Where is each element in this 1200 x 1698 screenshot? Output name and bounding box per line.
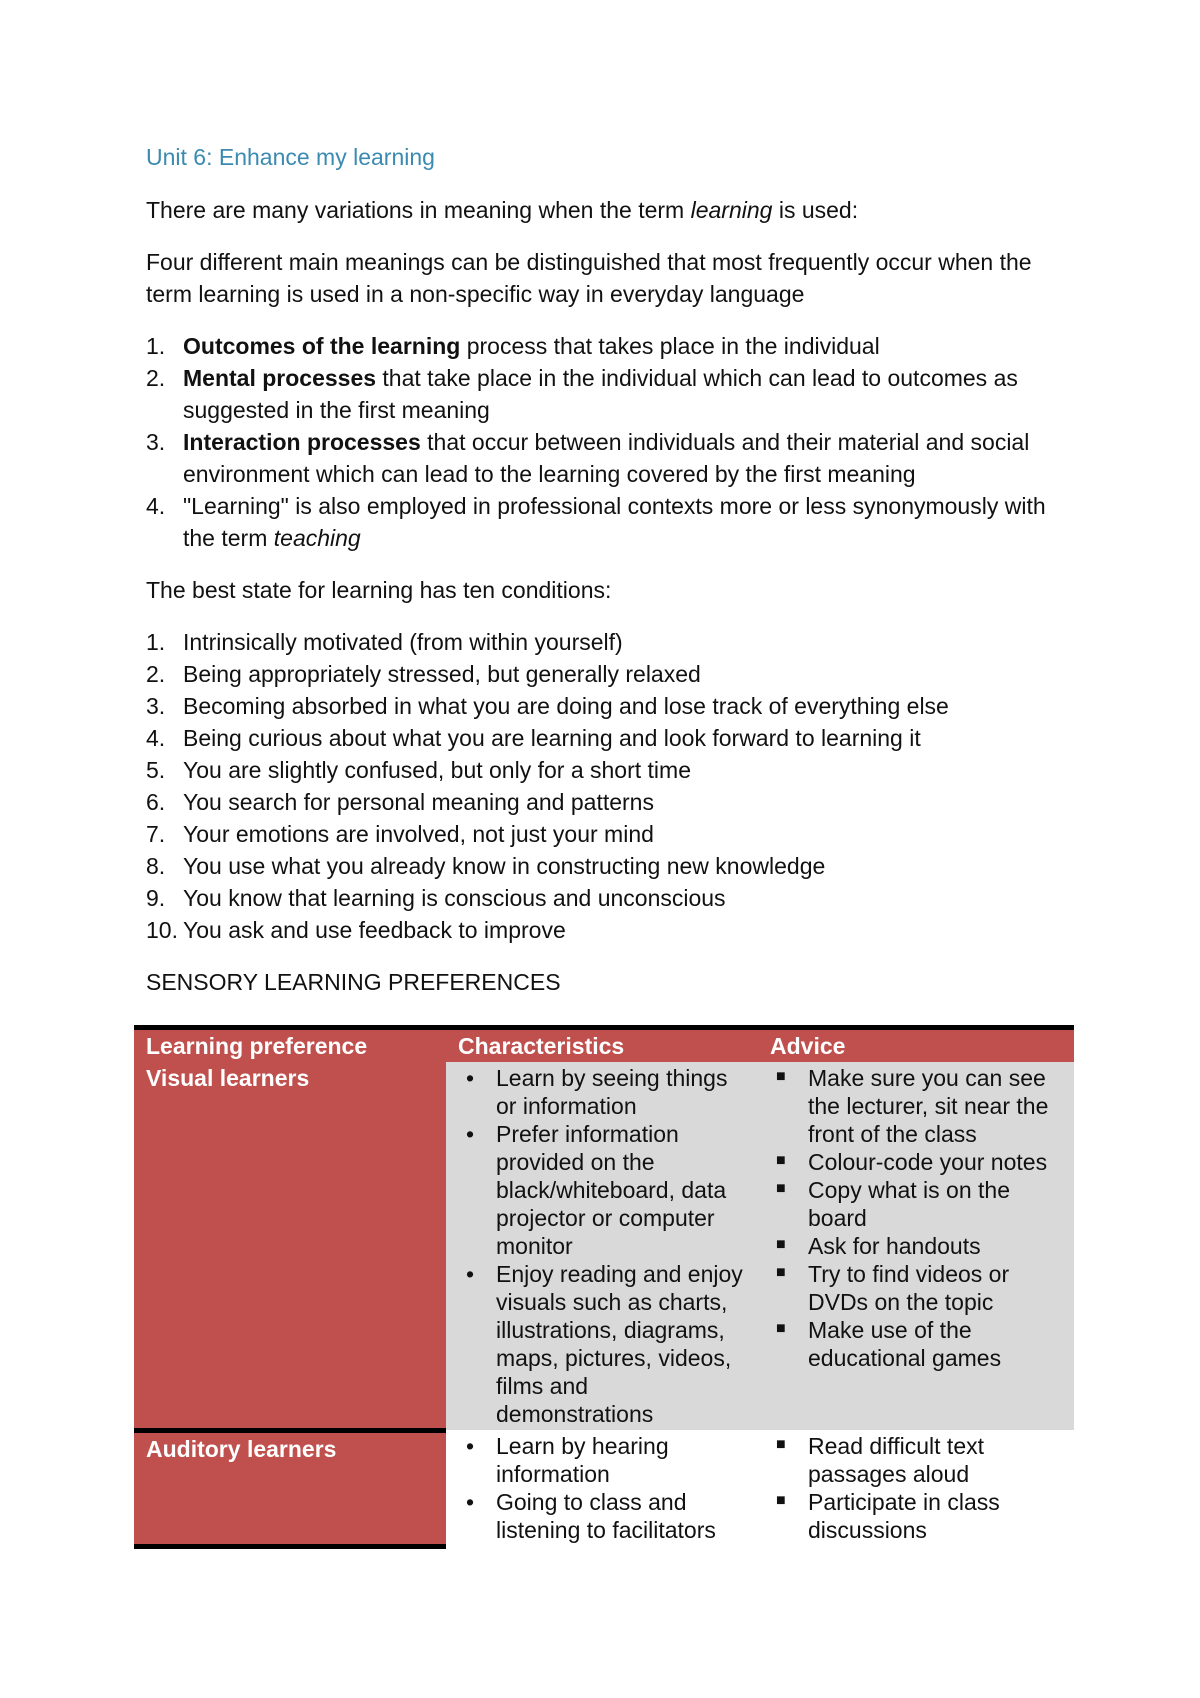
list-text: Learn by hearing information [496, 1433, 669, 1487]
intro-paragraph [146, 194, 1076, 226]
list-item [770, 1064, 1064, 1148]
list-item [146, 426, 1076, 490]
square-bullet-icon: ■ [776, 1152, 786, 1169]
list-item [770, 1148, 1064, 1176]
bullet-icon: • [466, 1261, 475, 1287]
list-number: 2. [146, 661, 166, 687]
list-item [458, 1064, 748, 1120]
bullet-icon: • [466, 1433, 475, 1459]
list-number: 4. [146, 725, 166, 751]
list-text: Going to class and listening to facilitators [496, 1489, 716, 1543]
list-text: process that takes place in the individual [460, 333, 880, 359]
square-bullet-icon: ■ [776, 1436, 786, 1453]
list-item [146, 722, 1076, 754]
list-text: that occur between individuals and their material and social environment which can lead to the learning covered by the first meaning [183, 429, 1030, 487]
header-characteristics: Characteristics [446, 1028, 758, 1063]
characteristics-list [458, 1064, 748, 1428]
list-text: You ask and use feedback to improve [183, 917, 566, 943]
list-text: Colour-code your notes [808, 1149, 1048, 1175]
list-item [146, 490, 1076, 554]
list-text: You are slightly confused, but only for a short time [183, 757, 691, 783]
learning-preferences-table [134, 1025, 1074, 1549]
list-item [770, 1488, 1064, 1544]
meanings-intro-paragraph: Four different main meanings can be distinguished that most frequently occur when the term learning is used in a non-specific way in everyday language [146, 249, 1032, 307]
square-bullet-icon: ■ [776, 1068, 786, 1085]
list-item [146, 786, 1076, 818]
list-item [770, 1176, 1064, 1232]
meanings-list [146, 330, 1076, 554]
cell-characteristics [446, 1430, 758, 1546]
list-item [770, 1232, 1064, 1260]
list-text: Make sure you can see the lecturer, sit near the front of the class [808, 1065, 1049, 1147]
list-text: Being curious about what you are learning and look forward to learning it [183, 725, 921, 751]
cell-advice [758, 1430, 1074, 1546]
list-number: 2. [146, 365, 166, 391]
intro-text-after: is used: [772, 197, 859, 223]
list-text: Enjoy reading and enjoy visuals such as charts, illustrations, diagrams, maps, pictures, videos, films and demonstrations [496, 1261, 743, 1427]
list-item [458, 1120, 748, 1260]
table-row [134, 1430, 1074, 1546]
list-text: Learn by seeing things or information [496, 1065, 728, 1119]
unit-heading: Unit 6: Enhance my learning [146, 144, 435, 170]
advice-list [770, 1432, 1064, 1544]
list-text: Ask for handouts [808, 1233, 981, 1259]
list-text: You use what you already know in constructing new knowledge [183, 853, 826, 879]
list-number: 3. [146, 693, 166, 719]
bold-term: Interaction processes [183, 429, 421, 455]
bold-term: Outcomes of the learning [183, 333, 461, 359]
list-item [146, 330, 1076, 362]
list-number: 5. [146, 757, 166, 783]
table-row [134, 1062, 1074, 1430]
list-text: You know that learning is conscious and unconscious [183, 885, 726, 911]
row-preference-visual: Visual learners [134, 1062, 446, 1430]
list-item [146, 626, 1076, 658]
bullet-icon: • [466, 1065, 475, 1091]
header-learning-preference: Learning preference [134, 1028, 446, 1063]
list-item [146, 690, 1076, 722]
list-item [770, 1432, 1064, 1488]
list-item [770, 1316, 1064, 1372]
conditions-intro-paragraph: The best state for learning has ten conditions: [146, 577, 612, 603]
list-text: that take place in the individual which can lead to outcomes as suggested in the first meaning [183, 365, 1018, 423]
square-bullet-icon: ■ [776, 1180, 786, 1197]
list-number: 10. [146, 917, 178, 943]
advice-list [770, 1064, 1064, 1372]
bullet-icon: • [466, 1489, 475, 1515]
italic-term: teaching [273, 525, 361, 551]
table-header-row [134, 1028, 1074, 1063]
conditions-list [146, 626, 1076, 946]
list-number: 6. [146, 789, 166, 815]
intro-text-before: There are many variations in meaning when the term [146, 197, 691, 223]
list-text: Copy what is on the board [808, 1177, 1011, 1231]
list-number: 8. [146, 853, 166, 879]
list-text: Intrinsically motivated (from within yourself) [183, 629, 623, 655]
list-text: Becoming absorbed in what you are doing and lose track of everything else [183, 693, 949, 719]
section-title: SENSORY LEARNING PREFERENCES [146, 969, 561, 995]
list-text: You search for personal meaning and patterns [183, 789, 654, 815]
list-item [458, 1260, 748, 1428]
list-text: Make use of the educational games [808, 1317, 1002, 1371]
list-text: Try to find videos or DVDs on the topic [808, 1261, 1010, 1315]
document-page [146, 142, 1076, 1018]
intro-italic-term: learning [690, 197, 773, 223]
list-item [146, 754, 1076, 786]
list-item [146, 818, 1076, 850]
square-bullet-icon: ■ [776, 1492, 786, 1509]
list-number: 4. [146, 493, 166, 519]
square-bullet-icon: ■ [776, 1320, 786, 1337]
list-text: "Learning" is also employed in professional contexts more or less synonymously with the term [183, 493, 1046, 551]
cell-characteristics [446, 1062, 758, 1430]
square-bullet-icon: ■ [776, 1264, 786, 1281]
bullet-icon: • [466, 1121, 475, 1147]
bold-term: Mental processes [183, 365, 377, 391]
list-text: Read difficult text passages aloud [808, 1433, 985, 1487]
list-text: Being appropriately stressed, but generally relaxed [183, 661, 701, 687]
list-text: Participate in class discussions [808, 1489, 1000, 1543]
list-item [146, 850, 1076, 882]
list-item [458, 1488, 748, 1544]
row-preference-auditory: Auditory learners [134, 1430, 446, 1546]
header-advice: Advice [758, 1028, 1074, 1063]
list-item [146, 882, 1076, 914]
list-text: Prefer information provided on the black/whiteboard, data projector or computer monitor [496, 1121, 727, 1259]
characteristics-list [458, 1432, 748, 1544]
cell-advice [758, 1062, 1074, 1430]
list-number: 1. [146, 333, 166, 359]
list-item [146, 914, 1076, 946]
list-number: 3. [146, 429, 166, 455]
list-item [146, 658, 1076, 690]
square-bullet-icon: ■ [776, 1236, 786, 1253]
list-number: 9. [146, 885, 166, 911]
list-item [146, 362, 1076, 426]
list-number: 7. [146, 821, 166, 847]
list-text: Your emotions are involved, not just your mind [183, 821, 654, 847]
list-item [770, 1260, 1064, 1316]
list-item [458, 1432, 748, 1488]
list-number: 1. [146, 629, 166, 655]
